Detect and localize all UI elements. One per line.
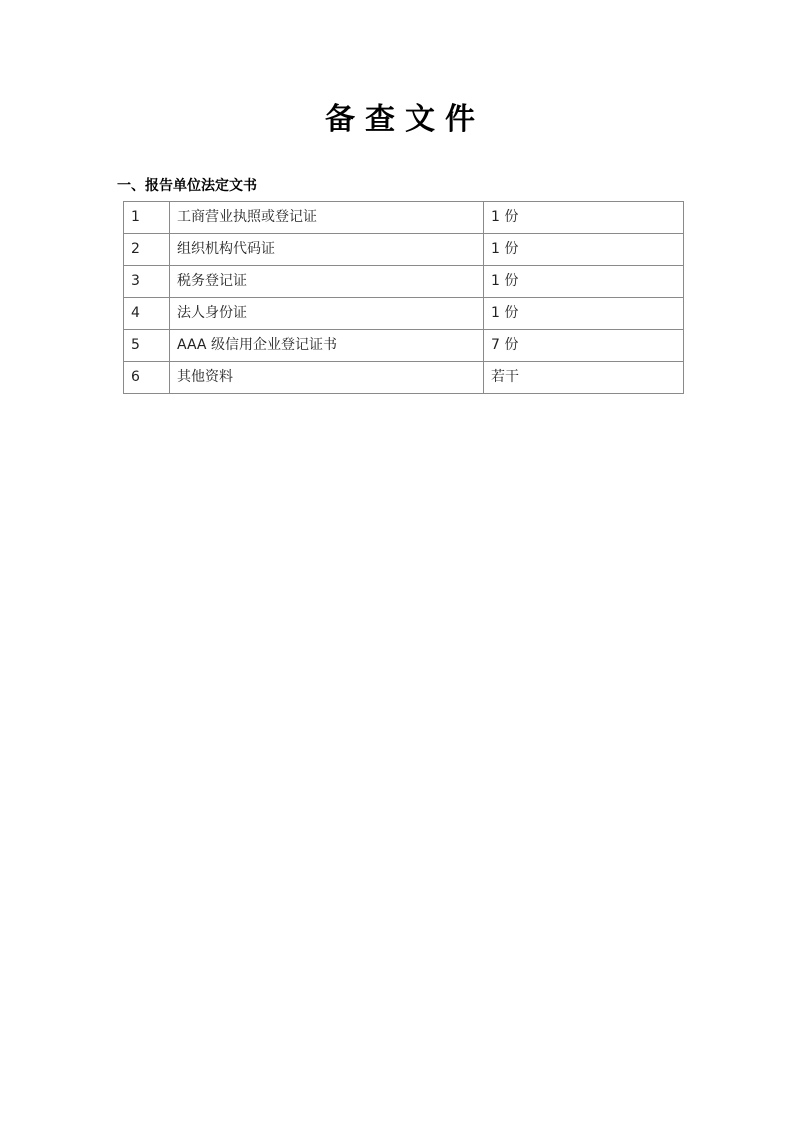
page-title: 备查文件 <box>325 102 485 137</box>
table-row <box>124 298 684 330</box>
row-number-cell: 5 <box>124 330 170 362</box>
table-row <box>124 234 684 266</box>
item-name-cell: 工商营业执照或登记证 <box>170 202 484 234</box>
row-number-cell: 4 <box>124 298 170 330</box>
table-row <box>124 330 684 362</box>
item-name-cell: 法人身份证 <box>170 298 484 330</box>
quantity-cell: 1 份 <box>484 202 684 234</box>
documents-table <box>123 201 684 394</box>
row-number-cell: 6 <box>124 362 170 394</box>
quantity-cell: 1 份 <box>484 298 684 330</box>
item-name-cell: AAA 级信用企业登记证书 <box>170 330 484 362</box>
quantity-cell: 7 份 <box>484 330 684 362</box>
quantity-cell: 1 份 <box>484 266 684 298</box>
table-row <box>124 362 684 394</box>
quantity-cell: 1 份 <box>484 234 684 266</box>
row-number-cell: 3 <box>124 266 170 298</box>
item-name-cell: 税务登记证 <box>170 266 484 298</box>
table-row <box>124 202 684 234</box>
table-row <box>124 266 684 298</box>
row-number-cell: 1 <box>124 202 170 234</box>
item-name-cell: 其他资料 <box>170 362 484 394</box>
row-number-cell: 2 <box>124 234 170 266</box>
item-name-cell: 组织机构代码证 <box>170 234 484 266</box>
quantity-cell: 若干 <box>484 362 684 394</box>
section-heading: 一、报告单位法定文书 <box>117 178 257 194</box>
